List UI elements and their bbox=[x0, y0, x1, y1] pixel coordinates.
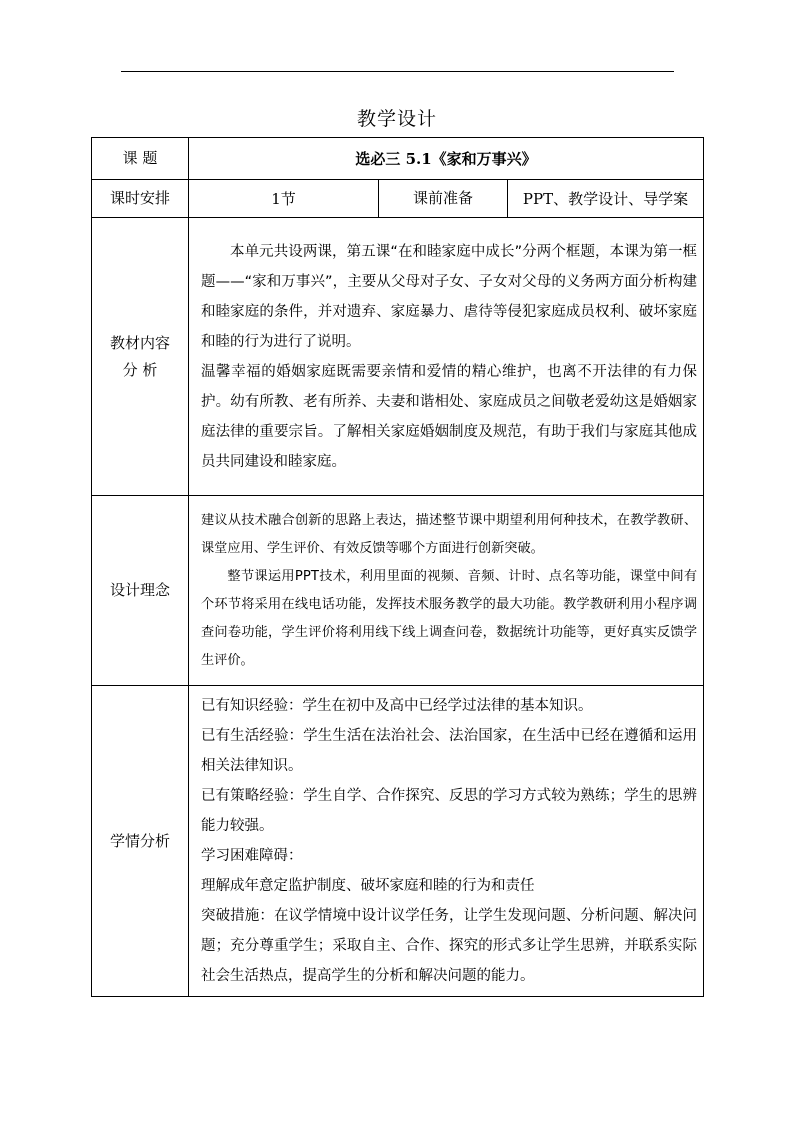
design-concept-label: 设计理念 bbox=[92, 496, 189, 686]
header-rule bbox=[121, 71, 674, 72]
textbook-label-line1: 教材内容 bbox=[109, 333, 170, 352]
topic-value: 选必三 5.1《家和万事兴》 bbox=[189, 138, 704, 180]
schedule-value: 1节 bbox=[189, 180, 379, 218]
student-paragraph: 突破措施：在议学情境中设计议学任务，让学生发现问题、分析问题、解决问题；充分尊重学生；采取自主、合作、探究的形式多让学生思辨，并联系实际社会生活热点，提高学生的分析和解决问题的能力。 bbox=[201, 908, 698, 984]
prep-value: PPT、教学设计、导学案 bbox=[508, 180, 704, 218]
student-paragraph: 学习困难障碍： bbox=[201, 848, 303, 864]
textbook-paragraph: 温馨幸福的婚姻家庭既需要亲情和爱情的精心维护，也离不开法律的有力保护。幼有所教、老有所养、夫妻和谐相处、家庭成员之间敬老爱幼这是婚姻家庭法律的重要宗旨。了解相关家庭婚姻制度及规范，有助于我们与家庭其他成员共同建设和睦家庭。 bbox=[201, 363, 698, 470]
design-concept-row bbox=[92, 496, 704, 686]
schedule-row bbox=[92, 180, 704, 218]
student-paragraph: 已有知识经验：学生在初中及高中已经学过法律的基本知识。 bbox=[201, 698, 593, 714]
student-analysis-content bbox=[189, 686, 704, 997]
textbook-analysis-label bbox=[92, 218, 189, 496]
schedule-label: 课时安排 bbox=[92, 180, 189, 218]
textbook-analysis-content bbox=[189, 218, 704, 496]
student-paragraph: 已有生活经验：学生生活在法治社会、法治国家，在生活中已经在遵循和运用相关法律知识。 bbox=[201, 728, 698, 774]
document-title: 教学设计 bbox=[356, 108, 437, 130]
textbook-analysis-row bbox=[92, 218, 704, 496]
topic-row bbox=[92, 138, 704, 180]
textbook-label-line2: 分 析 bbox=[122, 360, 158, 379]
textbook-paragraph: 本单元共设两课，第五课“在和睦家庭中成长”分两个框题，本课为第一框题——“家和万事兴”，主要从父母对子女、子女对父母的义务两方面分析构建和睦家庭的条件，并对遗弃、家庭暴力、虐待等侵犯家庭成员权利、破坏家庭和睦的行为进行了说明。 bbox=[201, 243, 698, 350]
prep-label: 课前准备 bbox=[379, 180, 508, 218]
student-analysis-row bbox=[92, 686, 704, 997]
lesson-plan-table bbox=[91, 137, 704, 997]
student-paragraph: 已有策略经验：学生自学、合作探究、反思的学习方式较为熟练；学生的思辨能力较强。 bbox=[201, 788, 698, 834]
topic-label: 课 题 bbox=[92, 138, 189, 180]
student-analysis-label: 学情分析 bbox=[92, 686, 189, 997]
design-paragraph: 整节课运用PPT技术，利用里面的视频、音频、计时、点名等功能，课堂中间有个环节将采用在线电话功能，发挥技术服务教学的最大功能。教学教研利用小程序调查问卷功能，学生评价将利用线下线上调查问卷，数据统计功能等，更好真实反馈学生评价。 bbox=[201, 568, 698, 668]
design-concept-content bbox=[189, 496, 704, 686]
student-paragraph: 理解成年意定监护制度、破坏家庭和睦的行为和责任 bbox=[201, 878, 535, 894]
design-paragraph: 建议从技术融合创新的思路上表达，描述整节课中期望利用何种技术，在教学教研、课堂应用、学生评价、有效反馈等哪个方面进行创新突破。 bbox=[201, 512, 698, 556]
